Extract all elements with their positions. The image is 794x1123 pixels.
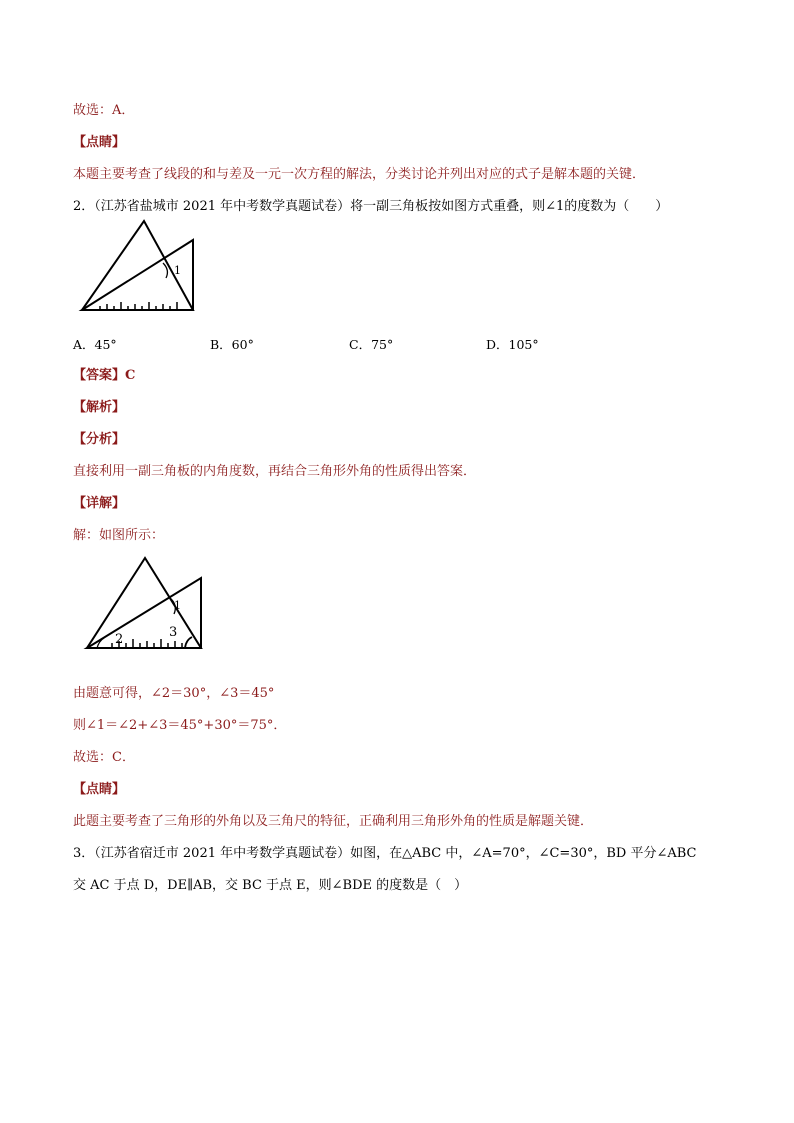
fig2-label-1: 1 [174,599,181,612]
fig2-triangle-45 [87,578,201,648]
q2-select: 故选：C． [73,750,135,765]
q2-xiangjie-tag: 【详解】 [73,496,126,511]
q2-answer: 【答案】C [73,368,136,383]
fig2-angle3-arc [185,637,192,648]
prev-answer-select: 故选：A． [73,103,135,118]
q2-option-d: D．105° [486,337,539,352]
fig1-label-1: 1 [174,264,181,277]
q2-dianjing-text: 此题主要考查了三角形的外角以及三角尺的特征，正确利用三角形外角的性质是解题关键． [73,814,594,829]
fig2-label-2: 2 [115,632,124,647]
q2-fenxi-text: 直接利用一副三角板的内角度数，再结合三角形外角的性质得出答案． [73,464,477,479]
q2-stem: 2．（江苏省盐城市 2021 年中考数学真题试卷）将一副三角板按如图方式重叠，则∠1的度数为（ ） [73,199,669,214]
q3-stem-line2: 交 AC 于点 D，DE∥AB，交 BC 于点 E，则∠BDE 的度数是（ ） [73,878,468,893]
q2-solution-intro: 解：如图所示： [73,528,165,543]
q2-step2: 则∠1＝∠2+∠3＝45°+30°＝75°． [73,718,287,733]
q3-stem-line1: 3．（江苏省宿迁市 2021 年中考数学真题试卷）如图，在△ABC 中，∠A=70°，∠C=30°，BD 平分∠ABC [73,846,697,861]
fig2-label-3: 3 [169,625,178,640]
fig2-triangle-30 [87,558,201,648]
q2-step1: 由题意可得，∠2＝30°，∠3＝45° [73,686,275,701]
q2-option-a: A．45° [73,337,117,352]
prev-dianjing-text: 本题主要考查了线段的和与差及一元一次方程的解法，分类讨论并列出对应的式子是解本题的关键． [73,167,646,182]
q2-option-b: B．60° [210,337,254,352]
q2-fenxi-tag: 【分析】 [73,432,126,447]
q2-dianjing-tag: 【点睛】 [73,782,126,797]
q2-option-c: C．75° [349,337,394,352]
q2-jiexi-tag: 【解析】 [73,400,126,415]
prev-dianjing-tag: 【点睛】 [73,135,126,150]
